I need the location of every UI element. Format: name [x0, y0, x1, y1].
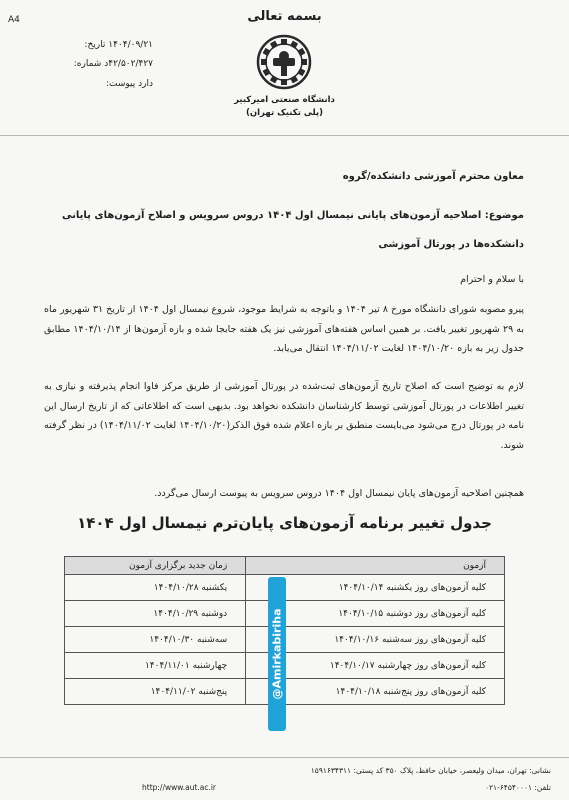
table-cell-new-date: یکشنبه ۱۴۰۴/۱۰/۲۸ [65, 575, 246, 601]
body-paragraph-3: همچنین اصلاحیه آزمون‌های پایان نیمسال اول ۱۴۰۴ دروس سرویس به پیوست ارسال می‌گردد. [154, 488, 524, 499]
channel-watermark [268, 577, 286, 731]
footer-divider [0, 757, 569, 758]
header-divider [0, 135, 569, 136]
table-cell-new-date: چهارشنبه ۱۴۰۴/۱۱/۰۱ [65, 653, 246, 679]
attachment-value: دارد [138, 79, 153, 89]
body-paragraph-1: پیرو مصوبه شورای دانشگاه مورخ ۸ تیر ۱۴۰۴ و باتوجه به شرایط موجود، شروع نیمسال اول ۱۴۰۴ از تاریخ ۳۱ شهریور ماه به ۲۹ شهریور تغییر یافت. بر همین اساس هفته‌های آموزشی نیز یک هفته جابجا شده و بازه آزمون‌ها از ۱۴۰۴/۱۰/۱۴ مطابق جدول زیر به بازه ۱۴۰۴/۱۰/۲۰ لغایت ۱۴۰۴/۱۱/۰۲ انتقال می‌یابد. [44, 304, 525, 354]
date-row [84, 40, 161, 50]
table-cell-new-date: پنج‌شنبه ۱۴۰۴/۱۱/۰۲ [65, 679, 246, 705]
number-label: شماره: [73, 59, 102, 69]
table-cell-new-date: سه‌شنبه ۱۴۰۴/۱۰/۳۰ [65, 627, 246, 653]
number-row [74, 59, 161, 69]
attachment-label: پیوست: [105, 79, 136, 89]
body-paragraph-2: لازم به توضیح است که اصلاح تاریخ آزمون‌های ثبت‌شده در پورتال آموزشی از طریق مرکز فاوا انجام پذیرفته و نیازی به تغییر اطلاعات در پورتال آموزشی توسط کارشناسان دانشکده نخواهد بود. بدیهی است که اطلاعاتی که از تاریخ ارسال این نامه در پورتال درج می‌شود می‌بایست منطبق بر بازه اعلام شده فوق الذکر(۱۴۰۴/۱۰/۲۰ لغایت ۱۴۰۴/۱۱/۰۲) در نظر گرفته شوند. [44, 381, 525, 451]
bismillah-heading: بسمه تعالی [247, 9, 322, 24]
footer-phone: تلفن: ۶۴۵۴۰۰۰۱-۰۲۱ [484, 783, 551, 792]
date-value: ۱۴۰۴/۰۹/۲۱ [108, 40, 153, 50]
university-name-line: دانشگاه صنعتی امیرکبیر [234, 95, 335, 105]
table-cell-exam: کلیه آزمون‌های روز دوشنبه ۱۴۰۴/۱۰/۱۵ [246, 601, 505, 627]
table-header-row [65, 557, 505, 575]
footer-address: نشانی: تهران، میدان ولیعصر، خیابان حافظ، پلاک ۳۵۰ کد پستی: ۱۵۹۱۶۳۴۳۱۱ [310, 766, 551, 775]
attachment-row [106, 79, 161, 89]
watermark-text: @Amirkabiriha [270, 608, 284, 700]
university-name [0, 94, 569, 120]
table-title: جدول تغییر برنامه آزمون‌های پایان‌ترم نیمسال اول ۱۴۰۴ [77, 514, 492, 532]
column-header-exam: آزمون [246, 557, 505, 575]
greeting-line: با سلام و احترام [460, 274, 524, 285]
table-cell-exam: کلیه آزمون‌های روز چهارشنبه ۱۴۰۴/۱۰/۱۷ [246, 653, 505, 679]
table-cell-new-date: دوشنبه ۱۴۰۴/۱۰/۲۹ [65, 601, 246, 627]
table-cell-exam: کلیه آزمون‌های روز یکشنبه ۱۴۰۴/۱۰/۱۴ [246, 575, 505, 601]
number-value: ۴۲/۵۰۲/۴۲۷د [104, 59, 153, 69]
university-logo-icon [256, 34, 312, 90]
recipient-line: معاون محترم آموزشی دانشکده/گروه [342, 171, 524, 182]
subject-line: موضوع: اصلاحیه آزمون‌های پایانی نیمسال اول ۱۴۰۴ دروس سرویس و اصلاح آزمون‌های پایانی دانشکده‌ها در پورتال آموزشی [62, 210, 524, 250]
column-header-new-date: زمان جدید برگزاری آزمون [65, 557, 246, 575]
university-subtitle: (پلی تکنیک تهران) [246, 108, 323, 118]
page-code: A4 [8, 15, 20, 25]
table-cell-exam: کلیه آزمون‌های روز سه‌شنبه ۱۴۰۴/۱۰/۱۶ [246, 627, 505, 653]
footer-website-link[interactable]: http://www.aut.ac.ir [142, 783, 217, 792]
date-label: تاریخ: [84, 40, 106, 50]
table-cell-exam: کلیه آزمون‌های روز پنج‌شنبه ۱۴۰۴/۱۰/۱۸ [246, 679, 505, 705]
